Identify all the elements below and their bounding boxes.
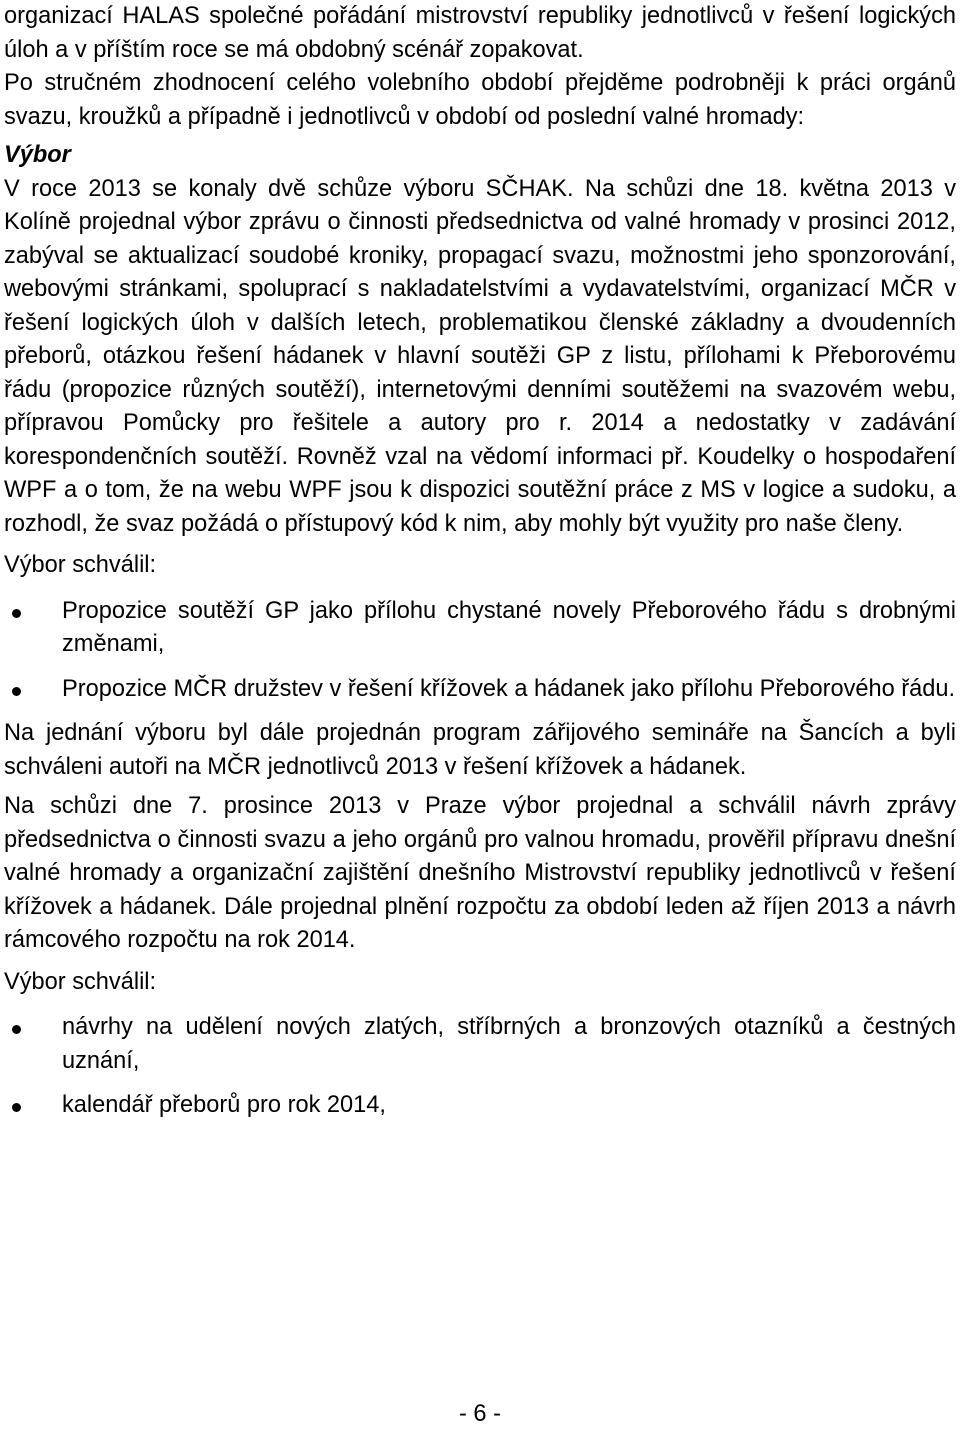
list-item-text: Propozice soutěží GP jako přílohu chystané novely Přeborového řádu s drobnými změnami, — [62, 597, 956, 657]
list-item-text: Propozice MČR družstev v řešení křížovek a hádanek jako přílohu Přeborového řádu. — [62, 675, 956, 702]
page-number: - 6 - — [459, 1401, 501, 1427]
section-heading-vybor: Výbor — [4, 142, 71, 168]
bullet-icon — [12, 1025, 21, 1034]
list-item — [4, 1089, 956, 1123]
list-item — [4, 595, 956, 662]
label-approved-2: Výbor schválil: — [4, 968, 157, 995]
bullet-icon — [12, 609, 21, 618]
bullet-icon — [12, 687, 21, 696]
list-item-text: kalendář přeborů pro rok 2014, — [62, 1092, 386, 1118]
approved-list-1 — [4, 595, 956, 707]
bullet-icon — [12, 1103, 21, 1112]
list-item-text: návrhy na udělení nových zlatých, stříbrných a bronzových otazníků a čestných uznání, — [62, 1014, 956, 1074]
paragraph-meeting-may: V roce 2013 se konaly dvě schůze výboru SČHAK. Na schůzi dne 18. května 2013 v Kolíně projednal výbor zprávu o činnosti předsednictva od valné hromady v prosinci 2012, zabýval se aktualizací soudobé kroniky, propagací svazu, možnostmi jeho sponzorování, webovými stránkami, spoluprací s nakladatelstvími a vydavatelstvími, organizací MČR v řešení logických úloh v dalších letech, problematikou členské základny a dvoudenních přeborů, otázkou řešení hádanek v hlavní soutěži GP z listu, přílohami k Přeborovému řádu (propozice různých soutěží), internetovými denními soutěžemi na svazovém webu, přípravou Pomůcky pro řešitele a autory pro r. 2014 a nedostatky v zadávání korespondenčních soutěží. Rovněž vzal na vědomí informaci př. Koudelky o hospodaření WPF a o tom, že na webu WPF jsou k dispozici soutěžní práce z MS v logice a sudoku, a rozhodl, že svaz požádá o přístupový kód k nim, aby mohly být využity pro naše členy. — [4, 175, 956, 537]
list-item — [4, 1011, 956, 1078]
paragraph-overview: Po stručném zhodnocení celého volebního období přejděme podrobněji k práci orgánů svazu, kroužků a případně i jednotlivců v období od poslední valné hromady: — [4, 70, 956, 130]
list-item — [4, 673, 956, 707]
document-page — [4, 0, 956, 1134]
paragraph-seminar: Na jednání výboru byl dále projednán program zářijového semináře na Šancích a byli schváleni autoři na MČR jednotlivců 2013 v řešení křížovek a hádanek. — [4, 720, 956, 780]
paragraph-intro: organizací HALAS společné pořádání mistrovství republiky jednotlivců v řešení logických úloh a v příštím roce se má obdobný scénář zopakovat. — [4, 3, 956, 63]
label-approved-1: Výbor schválil: — [4, 552, 157, 578]
paragraph-meeting-december: Na schůzi dne 7. prosince 2013 v Praze výbor projednal a schválil návrh zprávy předsednictva o činnosti svazu a jeho orgánů pro valnou hromadu, prověřil přípravu dnešní valné hromady a organizační zajištění dnešního Mistrovství republiky jednotlivců v řešení křížovek a hádanek. Dále projednal plnění rozpočtu za období leden až říjen 2013 a návrh rámcového rozpočtu na rok 2014. — [4, 793, 956, 953]
approved-list-2 — [4, 1011, 956, 1123]
